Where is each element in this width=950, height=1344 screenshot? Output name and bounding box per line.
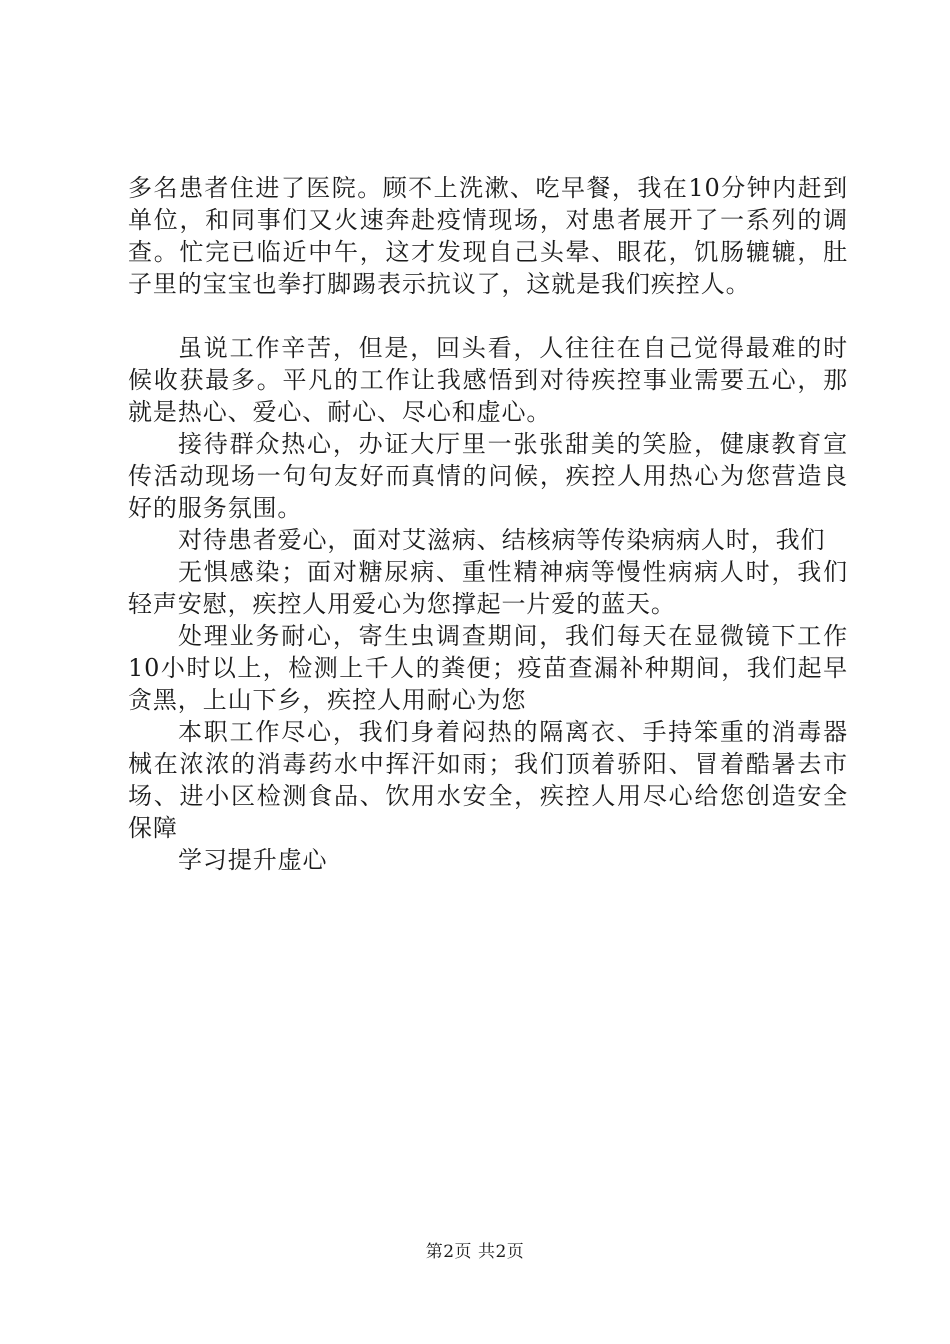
paragraph-five-hearts-intro: 虽说工作辛苦，但是，回头看，人往往在自己觉得最难的时候收获最多。平凡的工作让我感悟到对待疾控事业需要五心，那就是热心、爱心、耐心、尽心和虚心。 — [128, 334, 848, 426]
document-body — [128, 172, 848, 876]
page-number-footer: 第2页 共2页 — [425, 1242, 525, 1262]
paragraph-warm-heart: 接待群众热心，办证大厅里一张张甜美的笑脸，健康教育宣传活动现场一句句友好而真情的问候，疾控人用热心为您营造良好的服务氛围。 — [128, 430, 848, 522]
paragraph-patient-heart: 处理业务耐心，寄生虫调查期间，我们每天在显微镜下工作10小时以上，检测上千人的粪便；疫苗查漏补种期间，我们起早贪黑，上山下乡，疾控人用耐心为您 — [128, 622, 848, 714]
paragraph-continued: 多名患者住进了医院。顾不上洗漱、吃早餐，我在10分钟内赶到单位，和同事们又火速奔赴疫情现场，对患者展开了一系列的调查。忙完已临近中午，这才发现自己头晕、眼花，饥肠辘辘，肚子里的宝宝也拳打脚踢表示抗议了，这就是我们疾控人。 — [128, 174, 848, 298]
paragraph-humble-heart: 学习提升虚心 — [178, 846, 328, 874]
paragraph-love-heart: 对待患者爱心，面对艾滋病、结核病等传染病病人时，我们 — [178, 526, 826, 554]
paragraph-dedicated-heart: 本职工作尽心，我们身着闷热的隔离衣、手持笨重的消毒器械在浓浓的消毒药水中挥汗如雨；我们顶着骄阳、冒着酷暑去市场、进小区检测食品、饮用水安全，疾控人用尽心给您创造安全保障 — [128, 718, 848, 842]
paragraph-love-heart-continued: 无惧感染；面对糖尿病、重性精神病等慢性病病人时，我们轻声安慰，疾控人用爱心为您撑起一片爱的蓝天。 — [128, 558, 848, 618]
